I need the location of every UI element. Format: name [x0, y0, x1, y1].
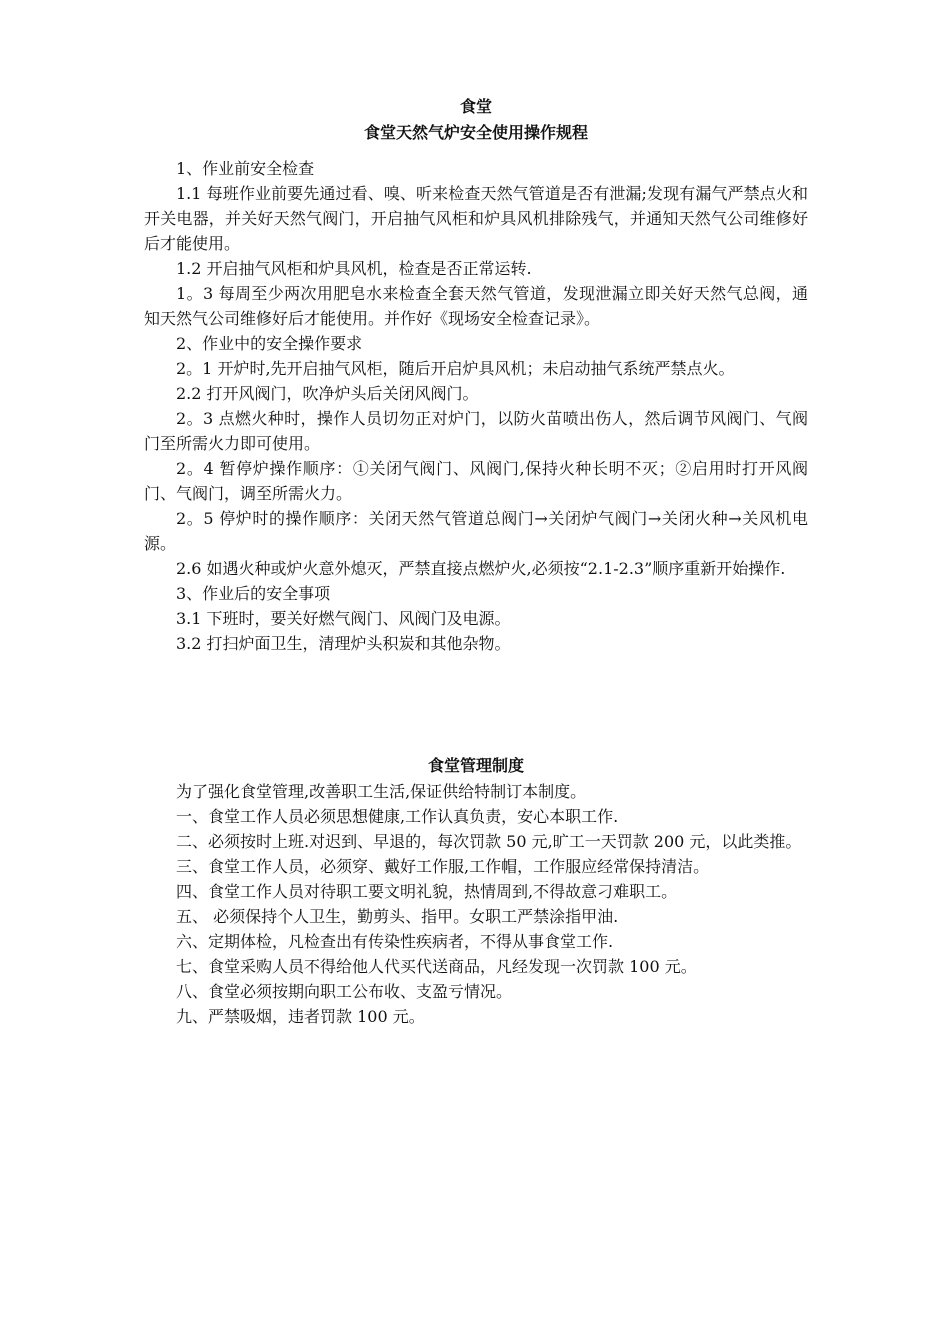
section-canteen-management: [144, 779, 808, 1029]
paragraph: 2.6 如遇火种或炉火意外熄灭，严禁直接点燃炉火,必须按“2.1-2.3”顺序重新开始操作.: [176, 559, 786, 578]
paragraph: 八、食堂必须按期向职工公布收、支盈亏情况。: [176, 982, 513, 1001]
paragraph: 六、定期体检，凡检查出有传染性疾病者，不得从事食堂工作.: [176, 932, 614, 951]
spacer: [144, 656, 808, 753]
paragraph: 2。1 开炉时,先开启抽气风柜，随后开启炉具风机；未启动抽气系统严禁点火。: [176, 359, 735, 378]
paragraph: 3.1 下班时，要关好燃气阀门、风阀门及电源。: [176, 609, 511, 628]
paragraph: 三、食堂工作人员，必须穿、戴好工作服,工作帽，工作服应经常保持清洁。: [176, 857, 710, 876]
paragraph: 五、 必须保持个人卫生，勤剪头、指甲。女职工严禁涂指甲油.: [176, 907, 619, 926]
page-title: 食堂天然气炉安全使用操作规程: [363, 123, 588, 142]
paragraph: 为了强化食堂管理,改善职工生活,保证供给特制订本制度。: [176, 782, 587, 801]
paragraph: 3.2 打扫炉面卫生，清理炉头积炭和其他杂物。: [176, 634, 511, 653]
paragraph: 一、食堂工作人员必须思想健康,工作认真负责，安心本职工作.: [176, 807, 619, 826]
paragraph: 九、严禁吸烟，违者罚款 100 元。: [176, 1007, 425, 1026]
paragraph: 3、作业后的安全事项: [176, 584, 331, 603]
document-page: [144, 94, 808, 1029]
paragraph: 2。5 停炉时的操作顺序：关闭天然气管道总阀门→关闭炉气阀门→关闭火种→关风机电源。: [144, 509, 808, 553]
paragraph: 二、必须按时上班.对迟到、早退的，每次罚款 50 元,旷工一天罚款 200 元，以此类推。: [176, 832, 802, 851]
section-title: 食堂管理制度: [427, 756, 524, 775]
paragraph: 1.1 每班作业前要先通过看、嗅、听来检查天然气管道是否有泄漏;发现有漏气严禁点火和开关电器，并关好天然气阀门，开启抽气风柜和炉具风机排除残气，并通知天然气公司维修好后才能使用。: [144, 184, 808, 253]
paragraph: 1、作业前安全检查: [176, 159, 315, 178]
paragraph: 2.2 打开风阀门，吹净炉头后关闭风阀门。: [176, 384, 479, 403]
spacer: [144, 146, 808, 156]
paragraph: 1。3 每周至少两次用肥皂水来检查全套天然气管道，发现泄漏立即关好天然气总阀，通知天然气公司维修好后才能使用。并作好《现场安全检查记录》。: [144, 284, 808, 328]
paragraph: 2、作业中的安全操作要求: [176, 334, 363, 353]
paragraph: 2。4 暂停炉操作顺序：①关闭气阀门、风阀门,保持火种长明不灭；②启用时打开风阀门、气阀门，调至所需火力。: [144, 459, 808, 503]
paragraph: 1.2 开启抽气风柜和炉具风机，检查是否正常运转.: [176, 259, 532, 278]
section-gas-stove-rules: [144, 156, 808, 656]
paragraph: 七、食堂采购人员不得给他人代买代送商品，凡经发现一次罚款 100 元。: [176, 957, 697, 976]
section-label: 食堂: [459, 97, 492, 116]
paragraph: 2。3 点燃火种时，操作人员切勿正对炉门，以防火苗喷出伤人，然后调节风阀门、气阀门至所需火力即可使用。: [144, 409, 808, 453]
paragraph: 四、食堂工作人员对待职工要文明礼貌，热情周到,不得故意刁难职工。: [176, 882, 678, 901]
